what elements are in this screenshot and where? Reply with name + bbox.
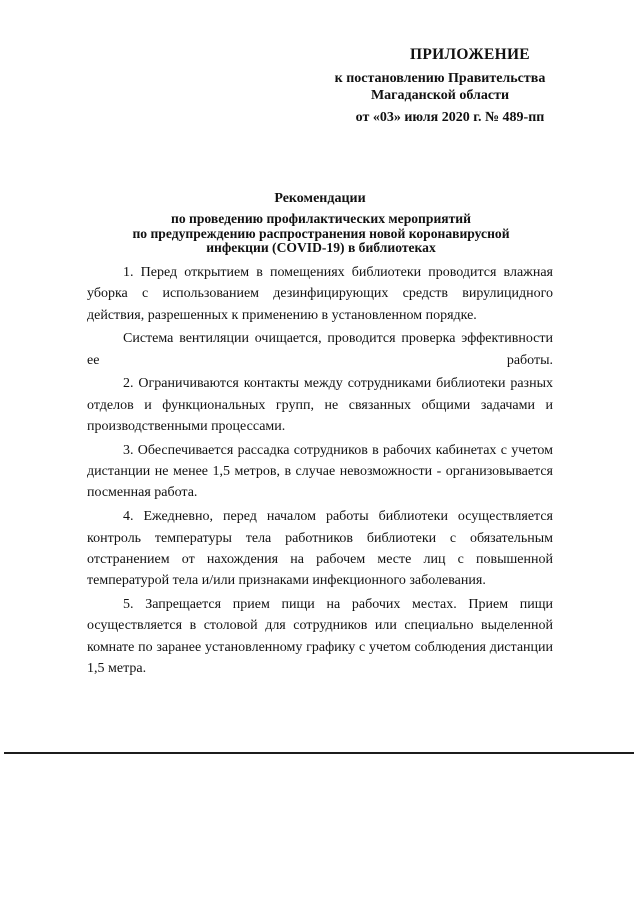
appendix-title: ПРИЛОЖЕНИЕ bbox=[410, 46, 530, 63]
paragraph-1: 1. Перед открытием в помещениях библиотеки проводится влажная уборка с использованием дезинфицирующих средств вирулицидного действия, разрешенных к применению в установленном порядке. bbox=[87, 265, 553, 323]
paragraph-3: 3. Обеспечивается рассадка сотрудников в рабочих кабинетах с учетом дистанции не менее 1,5 метров, в случае невозможности - организовывается посменная работа. bbox=[87, 442, 553, 501]
appendix-date: от «03» июля 2020 г. № 489-пп bbox=[355, 110, 545, 125]
paragraph-5: 5. Запрещается прием пищи на рабочих местах. Прием пищи осуществляется в столовой для сотрудников или специально выделенной комнате по заранее установленному графику с учетом соблюдения дистанции 1,5 метра. bbox=[87, 596, 553, 676]
document-title: Рекомендации bbox=[274, 191, 366, 206]
paragraph-ventilation: Система вентиляции очищается, проводится проверка эффективности ее работы. bbox=[87, 331, 553, 368]
document-subtitle bbox=[96, 212, 546, 256]
page-divider-line bbox=[4, 752, 634, 754]
document-body bbox=[87, 262, 553, 682]
subtitle-line: по проведению профилактических мероприятий bbox=[171, 211, 471, 226]
appendix-reference-line: к постановлению Правительства bbox=[334, 71, 546, 86]
paragraph-4: 4. Ежедневно, перед началом работы библиотеки осуществляется контроль температуры тела работников библиотеки с обязательным отстранением от нахождения на рабочем месте лиц с повышенной температурой тела и/или признаками инфекционного заболевания. bbox=[87, 509, 553, 589]
appendix-reference bbox=[300, 70, 580, 104]
paragraph-2: 2. Ограничиваются контакты между сотрудниками библиотеки разных отделов и функциональных групп, не связанных общими задачами и производственными процессами. bbox=[87, 376, 553, 435]
subtitle-line: инфекции (COVID-19) в библиотеках bbox=[206, 240, 436, 255]
appendix-region-line: Магаданской области bbox=[370, 88, 510, 103]
subtitle-line: по предупреждению распространения новой коронавирусной bbox=[132, 225, 510, 241]
